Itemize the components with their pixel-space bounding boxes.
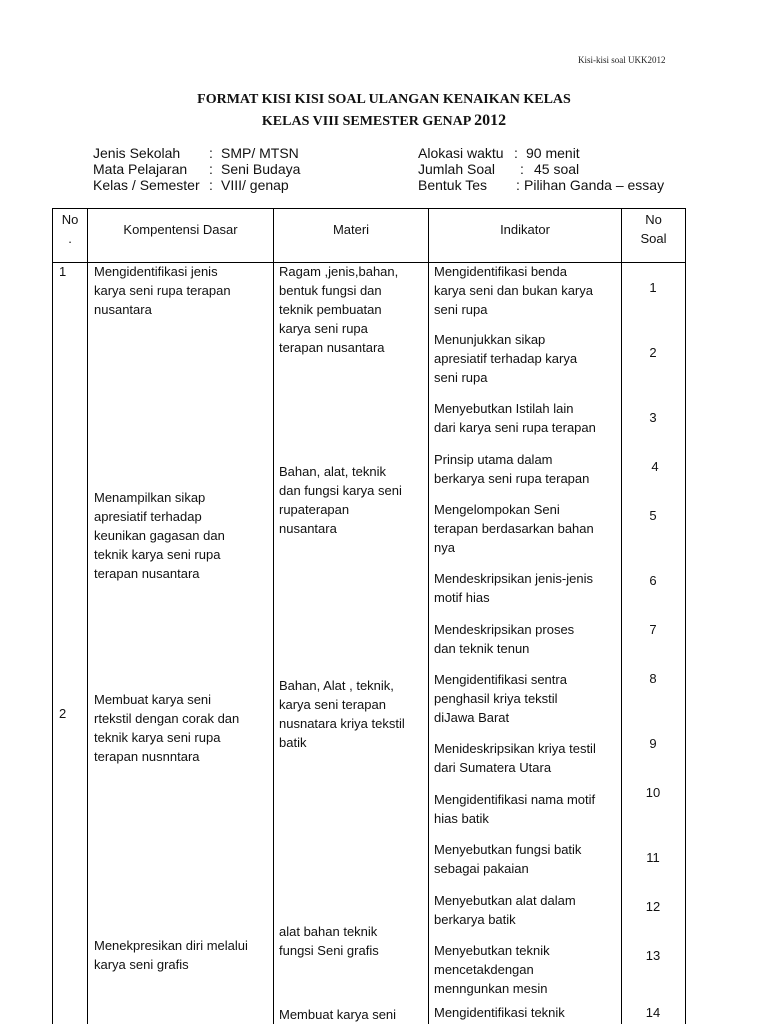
info-jenis-sekolah bbox=[93, 145, 299, 161]
info-value: Pilihan Ganda – essay bbox=[524, 177, 665, 193]
info-label: Bentuk Tes bbox=[418, 177, 488, 193]
soal-number: 4 bbox=[651, 459, 659, 474]
text-line: Membuat karya seni bbox=[279, 1007, 397, 1022]
text-line: Menyebutkan alat dalam bbox=[434, 893, 576, 908]
text-line: terapan nusantara bbox=[279, 340, 385, 355]
indikator-item bbox=[434, 941, 620, 998]
text-line: dan teknik tenun bbox=[434, 641, 530, 656]
text-line: alat bahan teknik bbox=[279, 924, 378, 939]
text-line: dari karya seni rupa terapan bbox=[434, 420, 596, 435]
text-line: Bahan, Alat , teknik, bbox=[279, 678, 394, 693]
indikator-item bbox=[434, 399, 620, 437]
text-line: berkarya seni rupa terapan bbox=[434, 471, 590, 486]
soal-number: 7 bbox=[649, 622, 657, 637]
text-line: motif hias bbox=[434, 590, 490, 605]
text-line: Menyebutkan Istilah lain bbox=[434, 401, 574, 416]
text-line: karya seni dan bukan karya bbox=[434, 283, 593, 298]
materi-item bbox=[279, 922, 427, 960]
text-line: dari Sumatera Utara bbox=[434, 760, 552, 775]
info-label: Alokasi waktu bbox=[418, 145, 504, 161]
indikator-item bbox=[434, 330, 620, 387]
info-sep: : bbox=[209, 177, 213, 193]
info-label: Mata Pelajaran bbox=[93, 161, 188, 177]
info-value: VIII/ genap bbox=[221, 177, 289, 193]
info-kelas-semester bbox=[93, 177, 289, 193]
table-col-line bbox=[621, 208, 622, 1024]
header-indikator: Indikator bbox=[500, 222, 550, 237]
info-label: Jenis Sekolah bbox=[93, 145, 181, 161]
info-value: 90 menit bbox=[526, 145, 580, 161]
text-line: Mendeskripsikan jenis-jenis bbox=[434, 571, 593, 586]
info-alokasi-waktu bbox=[418, 145, 580, 161]
text-line: apresiatif terhadap karya bbox=[434, 351, 578, 366]
info-sep: : bbox=[520, 161, 524, 177]
soal-number: 11 bbox=[646, 850, 660, 865]
text-line: nusnatara kriya tekstil bbox=[279, 716, 405, 731]
materi-item bbox=[279, 262, 427, 357]
kompetensi-item bbox=[94, 488, 272, 583]
info-value: SMP/ MTSN bbox=[221, 145, 299, 161]
indikator-item bbox=[434, 620, 620, 658]
materi-item bbox=[279, 676, 427, 752]
text-line: rupaterapan bbox=[279, 502, 350, 517]
info-mata-pelajaran bbox=[93, 161, 300, 177]
header-no-soal-line1: No bbox=[645, 212, 662, 227]
indikator-item bbox=[434, 670, 620, 727]
text-line: nusantara bbox=[279, 521, 337, 536]
table-col-line bbox=[685, 208, 686, 1024]
info-sep: : bbox=[209, 145, 213, 161]
text-line: terapan berdasarkan bahan bbox=[434, 521, 594, 536]
text-line: nya bbox=[434, 540, 455, 555]
text-line: hias batik bbox=[434, 811, 489, 826]
text-line: Mengidentifikasi teknik bbox=[434, 1005, 565, 1020]
text-line: teknik karya seni rupa bbox=[94, 730, 221, 745]
info-value: Seni Budaya bbox=[221, 161, 301, 177]
text-line: penghasil kriya tekstil bbox=[434, 691, 558, 706]
header-no bbox=[53, 210, 87, 248]
text-line: sebagai pakaian bbox=[434, 861, 529, 876]
text-line: Membuat karya seni bbox=[94, 692, 212, 707]
soal-number: 8 bbox=[649, 671, 657, 686]
kompetensi-item bbox=[94, 262, 272, 319]
document-title: FORMAT KISI KISI SOAL ULANGAN KENAIKAN KELAS bbox=[197, 92, 571, 107]
text-line: berkarya batik bbox=[434, 912, 516, 927]
text-line: karya seni grafis bbox=[94, 957, 189, 972]
text-line: Prinsip utama dalam bbox=[434, 452, 553, 467]
text-line: Menekpresikan diri melalui bbox=[94, 938, 248, 953]
kompetensi-item bbox=[94, 936, 272, 974]
kompetensi-item bbox=[94, 690, 272, 766]
soal-number: 1 bbox=[649, 280, 657, 295]
text-line: Ragam ,jenis,bahan, bbox=[279, 264, 399, 279]
subtitle-year: 2012 bbox=[474, 112, 507, 129]
header-materi: Materi bbox=[332, 222, 370, 237]
info-sep: : bbox=[209, 161, 213, 177]
soal-number: 2 bbox=[649, 345, 657, 360]
text-line: Mendeskripsikan proses bbox=[434, 622, 575, 637]
indikator-item bbox=[434, 891, 620, 929]
text-line: karya seni rupa bbox=[279, 321, 368, 336]
text-line: karya seni terapan bbox=[279, 697, 386, 712]
indikator-item bbox=[434, 569, 620, 607]
table-col-line bbox=[273, 208, 274, 1024]
header-no-soal-line2: Soal bbox=[640, 231, 667, 246]
soal-number: 10 bbox=[645, 785, 661, 800]
soal-number: 5 bbox=[649, 508, 657, 523]
text-line: fungsi Seni grafis bbox=[279, 943, 379, 958]
row-number: 1 bbox=[59, 264, 67, 279]
text-line: mencetakdengan bbox=[434, 962, 534, 977]
text-line: Mengidentifikasi sentra bbox=[434, 672, 567, 687]
text-line: Menideskripsikan kriya testil bbox=[434, 741, 596, 756]
table-col-line bbox=[87, 208, 88, 1024]
table-col-line bbox=[52, 208, 53, 1024]
text-line: Mengidentifikasi jenis bbox=[94, 264, 218, 279]
header-no-line1: No bbox=[61, 212, 79, 227]
text-line: keunikan gagasan dan bbox=[94, 528, 225, 543]
indikator-item bbox=[434, 840, 620, 878]
header-note: Kisi-kisi soal UKK2012 bbox=[578, 55, 666, 65]
info-label: Jumlah Soal bbox=[418, 161, 496, 177]
text-line: Menampilkan sikap bbox=[94, 490, 206, 505]
indikator-item bbox=[434, 450, 620, 488]
text-line: Bahan, alat, teknik bbox=[279, 464, 386, 479]
subtitle-text: KELAS VIII SEMESTER GENAP bbox=[261, 114, 471, 129]
text-line: karya seni rupa terapan bbox=[94, 283, 231, 298]
text-line: diJawa Barat bbox=[434, 710, 510, 725]
table-col-line bbox=[428, 208, 429, 1024]
info-bentuk-tes bbox=[418, 177, 664, 193]
text-line: Menyebutkan teknik bbox=[434, 943, 550, 958]
indikator-item bbox=[434, 1003, 620, 1022]
soal-number: 12 bbox=[645, 899, 661, 914]
soal-number: 9 bbox=[649, 736, 657, 751]
soal-number: 3 bbox=[649, 410, 657, 425]
text-line: Menyebutkan fungsi batik bbox=[434, 842, 582, 857]
info-label: Kelas / Semester bbox=[93, 177, 200, 193]
soal-number: 14 bbox=[645, 1005, 661, 1020]
text-line: Mengidentifikasi nama motif bbox=[434, 792, 596, 807]
text-line: bentuk fungsi dan bbox=[279, 283, 382, 298]
indikator-item bbox=[434, 500, 620, 557]
indikator-item bbox=[434, 790, 620, 828]
text-line: Mengelompokan Seni bbox=[434, 502, 560, 517]
text-line: apresiatif terhadap bbox=[94, 509, 202, 524]
header-no-line2: . bbox=[68, 231, 72, 246]
materi-item bbox=[279, 462, 427, 538]
row-number: 2 bbox=[59, 706, 67, 721]
text-line: dan fungsi karya seni bbox=[279, 483, 402, 498]
text-line: teknik pembuatan bbox=[279, 302, 382, 317]
text-line: Menunjukkan sikap bbox=[434, 332, 546, 347]
info-jumlah-soal bbox=[418, 161, 579, 177]
text-line: batik bbox=[279, 735, 307, 750]
soal-number: 6 bbox=[649, 573, 657, 588]
text-line: seni rupa bbox=[434, 370, 488, 385]
text-line: rtekstil dengan corak dan bbox=[94, 711, 240, 726]
text-line: nusantara bbox=[94, 302, 152, 317]
header-kompetensi-dasar: Kompentensi Dasar bbox=[123, 222, 238, 237]
text-line: terapan nusantara bbox=[94, 566, 200, 581]
text-line: teknik karya seni rupa bbox=[94, 547, 221, 562]
text-line: terapan nusnntara bbox=[94, 749, 200, 764]
indikator-item bbox=[434, 262, 620, 319]
table-border-top bbox=[52, 208, 686, 209]
header-no-soal bbox=[622, 210, 685, 248]
text-line: menngunkan mesin bbox=[434, 981, 548, 996]
info-value: 45 soal bbox=[534, 161, 580, 177]
indikator-item bbox=[434, 739, 620, 777]
document-subtitle bbox=[0, 112, 768, 130]
info-sep: : bbox=[516, 177, 520, 193]
text-line: Mengidentifikasi benda bbox=[434, 264, 567, 279]
soal-number: 13 bbox=[645, 948, 661, 963]
materi-item bbox=[279, 1005, 427, 1024]
text-line: seni rupa bbox=[434, 302, 488, 317]
info-sep: : bbox=[514, 145, 518, 161]
